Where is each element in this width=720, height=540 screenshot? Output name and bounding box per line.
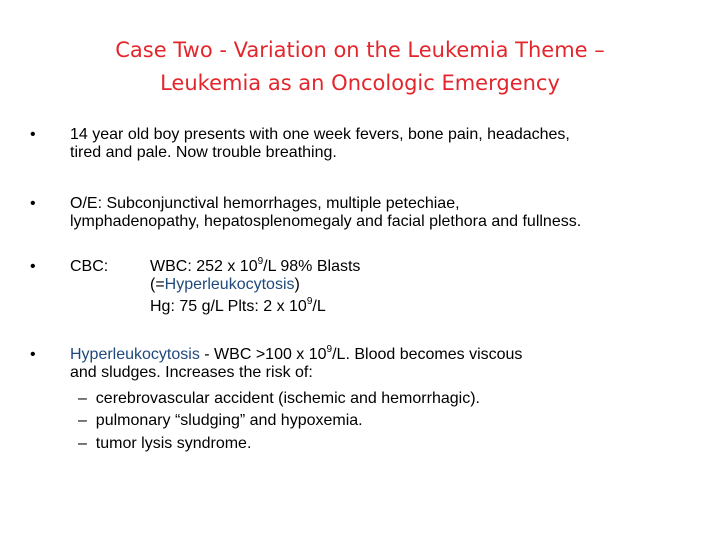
text-line: 14 year old boy presents with one week fevers, bone pain, headaches, [70, 126, 570, 143]
hyperleukocytosis-term: Hyperleukocytosis [164, 276, 295, 293]
wbc-threshold: - WBC >100 x 10 [199, 346, 327, 363]
bullet-text [70, 195, 581, 231]
sub-bullet-pulmonary [78, 411, 363, 430]
slide-title [0, 34, 720, 100]
title-line-2: Leukemia as an Oncologic Emergency [160, 71, 560, 95]
sub-text: tumor lysis syndrome. [95, 435, 252, 452]
bullet-text [70, 343, 523, 382]
exponent: 9 [257, 255, 264, 267]
cbc-results [150, 255, 361, 316]
dash-marker: – [78, 435, 87, 452]
paren-open: (= [150, 276, 165, 293]
wbc-value: WBC: 252 x 10 [150, 258, 258, 275]
dash-marker: – [78, 390, 87, 407]
bullet-marker: • [30, 126, 36, 143]
bullet-marker: • [30, 346, 36, 363]
unit: /L [312, 298, 326, 315]
dash-marker: – [78, 412, 87, 429]
exponent: 9 [326, 343, 333, 355]
blasts-value: /L 98% Blasts [263, 258, 361, 275]
sub-text: pulmonary “sludging” and hypoxemia. [95, 412, 363, 429]
hg-plts-value: Hg: 75 g/L Plts: 2 x 10 [150, 298, 307, 315]
exponent: 9 [306, 295, 313, 307]
sub-bullet-tumor-lysis [78, 434, 251, 453]
sub-text: cerebrovascular accident (ischemic and hemorrhagic). [95, 390, 480, 407]
text-line: lymphadenopathy, hepatosplenomegaly and facial plethora and fullness. [70, 213, 582, 230]
title-line-1: Case Two - Variation on the Leukemia Theme – [115, 38, 605, 62]
hyper-line [150, 276, 360, 294]
paren-close: ) [294, 276, 300, 293]
hyperleukocytosis-term: Hyperleukocytosis [70, 346, 200, 363]
text-line: O/E: Subconjunctival hemorrhages, multiple petechiae, [70, 195, 460, 212]
wbc-line [150, 255, 361, 276]
hg-line [150, 295, 360, 316]
sub-bullet-cva [78, 389, 480, 408]
text-line: and sludges. Increases the risk of: [70, 364, 313, 381]
bullet-text [70, 126, 570, 162]
text-tail: /L. Blood becomes viscous [332, 346, 523, 363]
text-line [70, 343, 523, 364]
text-line: tired and pale. Now trouble breathing. [70, 144, 337, 161]
cbc-label: CBC: [70, 258, 109, 275]
bullet-marker: • [30, 258, 36, 275]
bullet-marker: • [30, 195, 36, 212]
